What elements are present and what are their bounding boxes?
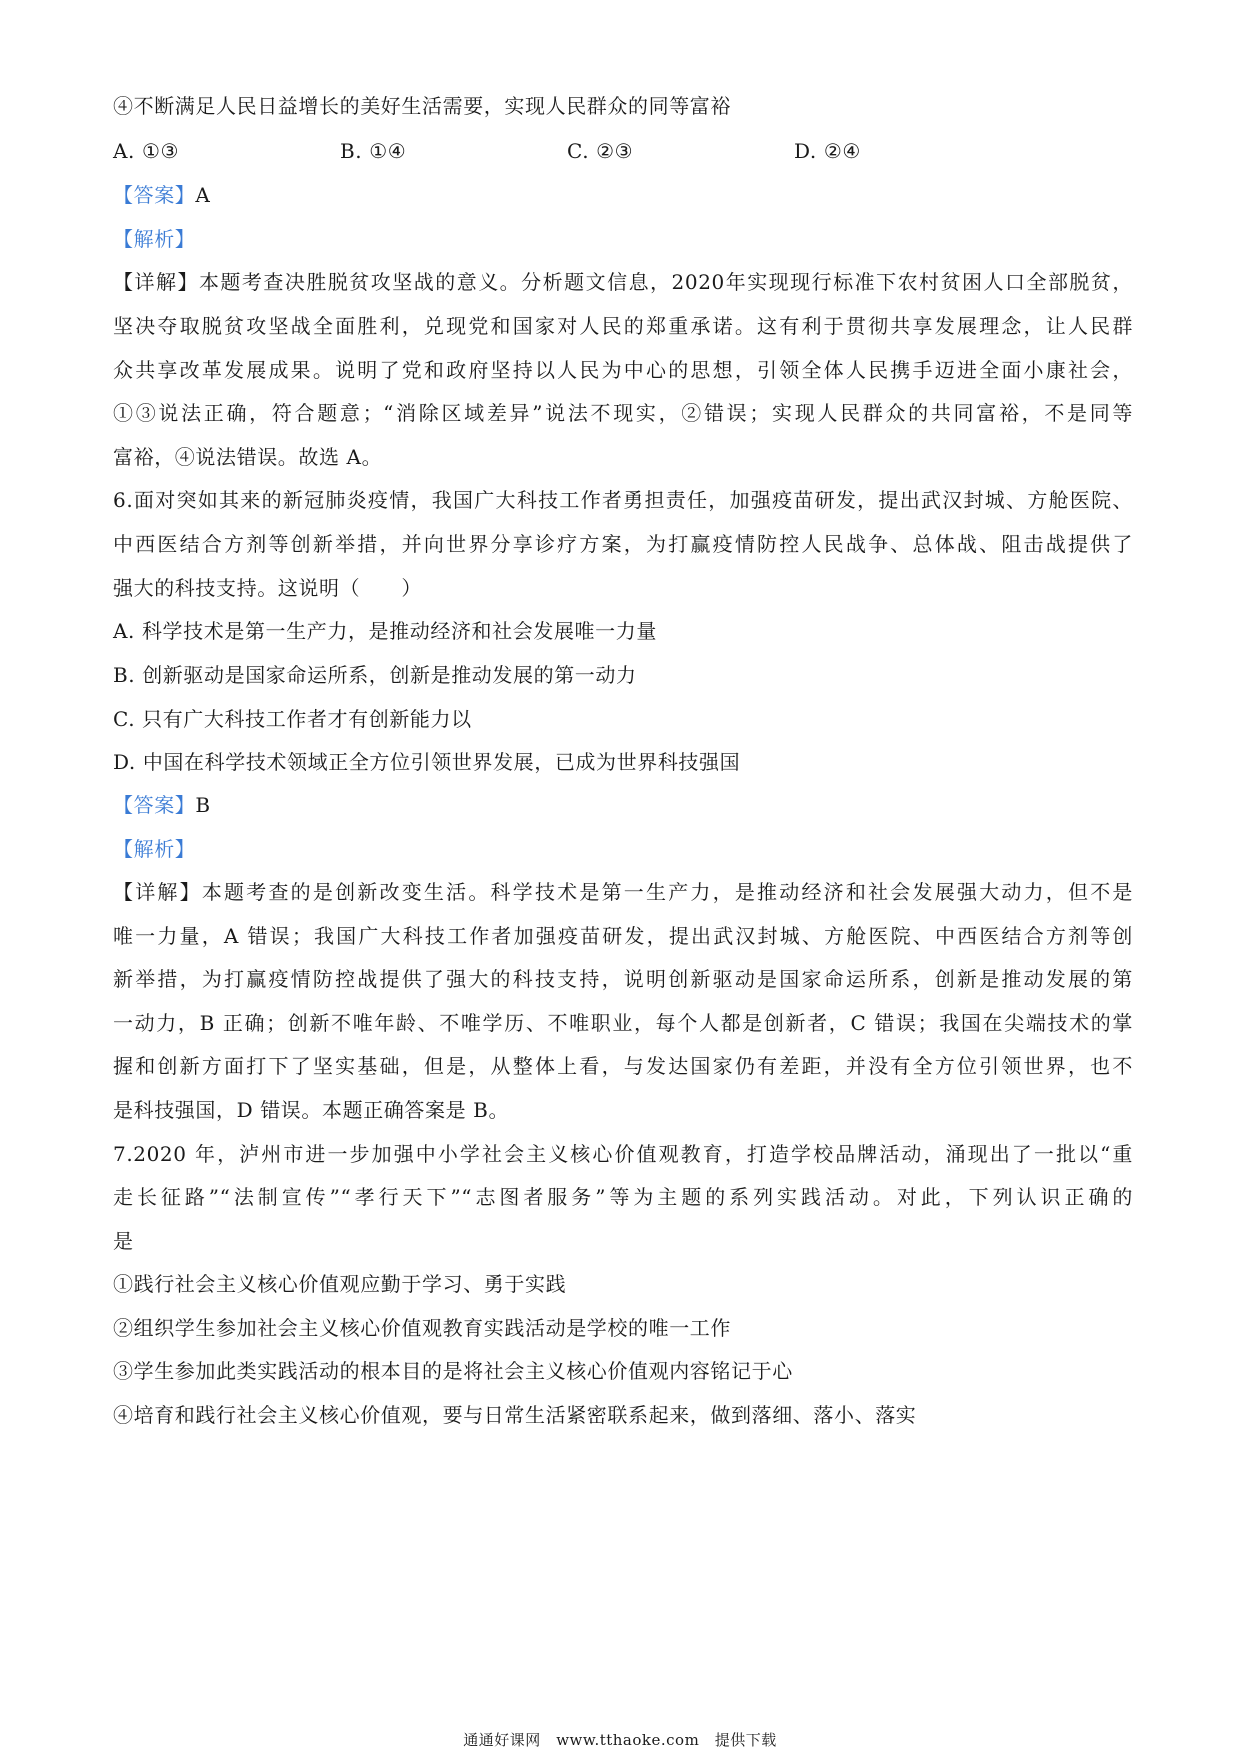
q6-option-c: C. 只有广大科技工作者才有创新能力以 — [113, 707, 472, 731]
q7-stem-line-1: 7.2020 年，泸州市进一步加强中小学社会主义核心价值观教育，打造学校品牌活动，涌现出了一批以“重 — [113, 1142, 1133, 1166]
q5-detail-line-5: 富裕，④说法错误。故选 A。 — [113, 445, 383, 469]
detail-tag: 【详解】 — [113, 270, 199, 294]
q6-detail-line-6: 是科技强国，D 错误。本题正确答案是 B。 — [113, 1098, 510, 1122]
q6-option-d: D. 中国在科学技术领域正全方位引领世界发展，已成为世界科技强国 — [113, 750, 741, 774]
q5-options — [113, 137, 1133, 165]
q7-item-2: ②组织学生参加社会主义核心价值观教育实践活动是学校的唯一工作 — [113, 1316, 731, 1340]
answer-value: B — [195, 793, 211, 817]
q5-option-a: A. ①③ — [113, 139, 180, 163]
q5-item-4: ④不断满足人民日益增长的美好生活需要，实现人民群众的同等富裕 — [113, 94, 731, 118]
q7-stem-line-2: 走长征路”“法制宣传”“孝行天下”“志图者服务”等为主题的系列实践活动。对此，下列认识正确的 — [113, 1185, 1133, 1209]
answer-tag: 【答案】 — [113, 793, 196, 817]
q6-option-a: A. 科学技术是第一生产力，是推动经济和社会发展唯一力量 — [113, 619, 657, 643]
q7-item-3: ③学生参加此类实践活动的根本目的是将社会主义核心价值观内容铭记于心 — [113, 1359, 793, 1383]
q6-analysis — [113, 835, 1133, 863]
q6-detail-line-1 — [113, 878, 1133, 906]
q6-detail-line-3: 新举措，为打赢疫情防控战提供了强大的科技支持，说明创新驱动是国家命运所系，创新是推动发展的第 — [113, 967, 1133, 991]
q5-option-b: B. ①④ — [340, 139, 407, 163]
q5-answer — [113, 181, 1133, 209]
q6-stem-line-1: 6.面对突如其来的新冠肺炎疫情，我国广大科技工作者勇担责任，加强疫苗研发，提出武汉封城、方舱医院、 — [113, 488, 1133, 512]
answer-value: A — [195, 183, 211, 207]
q5-detail-line-4: ①③说法正确，符合题意；“消除区域差异”说法不现实，②错误；实现人民群众的共同富裕，不是同等 — [113, 401, 1133, 425]
q5-detail-line-3: 众共享改革发展成果。说明了党和政府坚持以人民为中心的思想，引领全体人民携手迈进全面小康社会， — [113, 358, 1133, 382]
q6-answer — [113, 791, 1133, 819]
q7-stem-line-3: 是 — [113, 1229, 134, 1253]
q6-detail-line-4: 一动力，B 正确；创新不唯年龄、不唯学历、不唯职业，每个人都是创新者，C 错误；我国在尖端技术的掌 — [113, 1011, 1133, 1035]
q6-stem-line-3: 强大的科技支持。这说明（ ） — [113, 576, 422, 600]
q5-detail-line-1 — [113, 268, 1133, 296]
q5-option-c: C. ②③ — [567, 139, 634, 163]
q5-analysis — [113, 225, 1133, 253]
q6-stem-line-2: 中西医结合方剂等创新举措，并向世界分享诊疗方案，为打赢疫情防控人民战争、总体战、阻击战提供了 — [113, 532, 1133, 556]
answer-tag: 【答案】 — [113, 183, 196, 207]
detail-text: 本题考查的是创新改变生活。科学技术是第一生产力，是推动经济和社会发展强大动力，但不是 — [201, 880, 1133, 904]
q6-detail-line-2: 唯一力量，A 错误；我国广大科技工作者加强疫苗研发，提出武汉封城、方舱医院、中西医结合方剂等创 — [113, 924, 1133, 948]
q7-item-4: ④培育和践行社会主义核心价值观，要与日常生活紧密联系起来，做到落细、落小、落实 — [113, 1403, 917, 1427]
page-footer: 通通好课网 www.tthaoke.com 提供下载 — [463, 1731, 777, 1749]
detail-tag: 【详解】 — [113, 880, 202, 904]
analysis-tag: 【解析】 — [113, 227, 196, 251]
q5-detail-line-2: 坚决夺取脱贫攻坚战全面胜利，兑现党和国家对人民的郑重承诺。这有利于贯彻共享发展理念，让人民群 — [113, 314, 1133, 338]
q6-detail-line-5: 握和创新方面打下了坚实基础，但是，从整体上看，与发达国家仍有差距，并没有全方位引领世界，也不 — [113, 1054, 1133, 1078]
analysis-tag: 【解析】 — [113, 837, 196, 861]
q5-option-d: D. ②④ — [794, 139, 861, 163]
q7-item-1: ①践行社会主义核心价值观应勤于学习、勇于实践 — [113, 1272, 567, 1296]
q6-option-b: B. 创新驱动是国家命运所系，创新是推动发展的第一动力 — [113, 663, 637, 687]
detail-text: 本题考查决胜脱贫攻坚战的意义。分析题文信息，2020年实现现行标准下农村贫困人口全部脱贫， — [198, 270, 1133, 294]
